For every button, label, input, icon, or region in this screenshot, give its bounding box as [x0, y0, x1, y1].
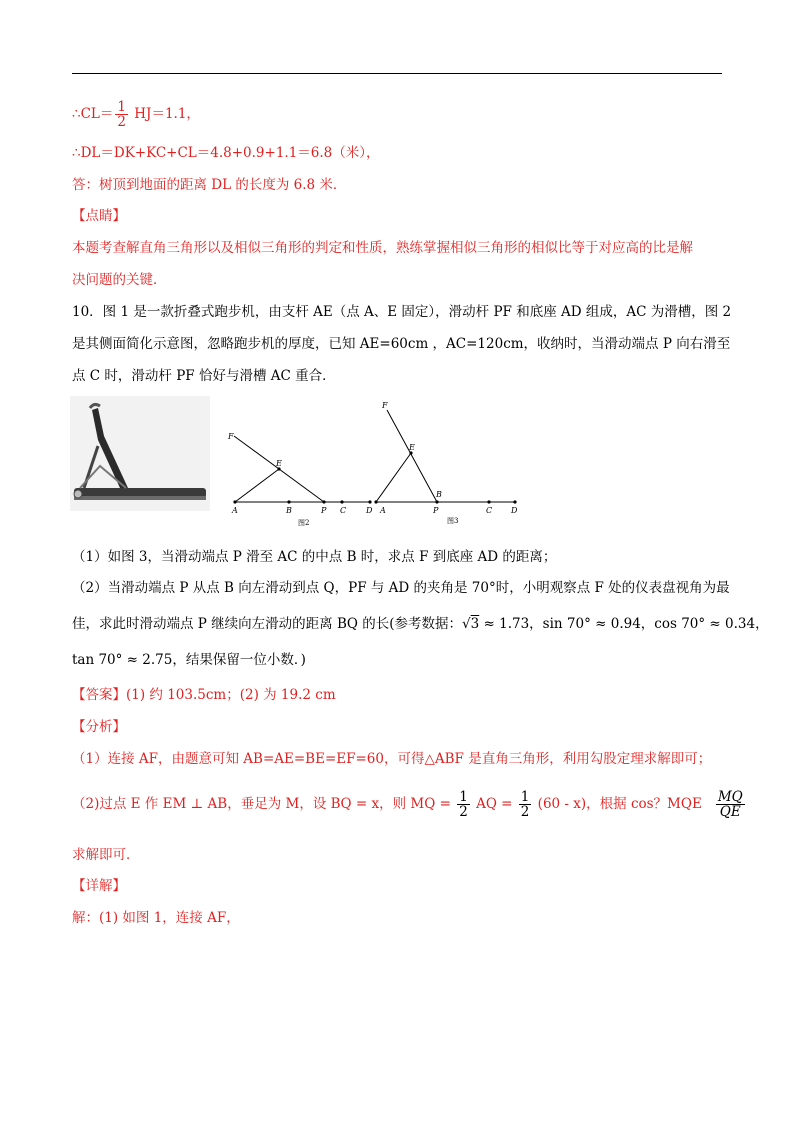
fig3-label-d: D	[511, 506, 518, 515]
dianjing-text-1: 本题考查解直角三角形以及相似三角形的判定和性质，熟练掌握相似三角形的相似比等于对应高的比是解	[72, 240, 693, 256]
solution-answer-line: 答：树顶到地面的距离 DL 的长度为 6.8 米．	[72, 177, 347, 193]
xiangjie-heading: 【详解】	[72, 878, 126, 894]
answer-line: 【答案】(1) 约 103.5cm；(2) 为 19.2 cm	[72, 687, 336, 703]
figure-2-diagram	[227, 432, 373, 527]
part-1-question: （1）如图 3，当滑动端点 P 滑至 AC 的中点 B 时，求点 F 到底座 AD 的距离；	[72, 549, 557, 565]
solution-line-dl: ∴DL＝DK+KC+CL＝4.8+0.9+1.1＝6.8（米），	[72, 145, 380, 161]
treadmill-photo	[70, 396, 210, 511]
part-2-question-line-2: 佳，求此时滑动端点 P 继续向左滑动的距离 BQ 的长(参考数据：√3 ≈ 1.73，sin 70° ≈ 0.94，cos 70° ≈ 0.34，	[72, 616, 769, 632]
fig3-label-f: F	[382, 401, 388, 410]
part-2-question-line-3: tan 70° ≈ 2.75，结果保留一位小数．)	[72, 652, 306, 668]
question-10-line-1: 10．图 1 是一款折叠式跑步机，由支杆 AE（点 A、E 固定），滑动杆 PF 和底座 AD 组成，AC 为滑槽，图 2	[72, 304, 732, 320]
fig2-label-f: F	[228, 432, 234, 441]
dianjing-heading: 【点睛】	[72, 208, 126, 224]
figure-3-diagram	[374, 401, 518, 525]
fig2-label-b: B	[286, 506, 292, 515]
question-10-line-3: 点 C 时，滑动杆 PF 恰好与滑槽 AC 重合．	[72, 368, 336, 384]
fig3-label-a: A	[380, 506, 386, 515]
fig2-label-a: A	[232, 506, 238, 515]
fig2-caption: 图2	[298, 519, 310, 527]
fenxi-line-1: （1）连接 AF，由题意可知 AB=AE=BE=EF=60，可得△ABF 是直角三角形，利用勾股定理求解即可；	[72, 751, 712, 767]
fig2-label-p: P	[321, 506, 327, 515]
fenxi-line-3: 求解即可．	[72, 847, 140, 863]
header-rule	[72, 73, 722, 74]
fig3-caption: 图3	[447, 517, 459, 525]
part-2-question-line-1: （2）当滑动端点 P 从点 B 向左滑动到点 Q，PF 与 AD 的夹角是 70°时，小明观察点 F 处的仪表盘视角为最	[72, 580, 730, 596]
fig3-label-b: B	[436, 490, 442, 499]
fig3-label-e: E	[409, 443, 415, 452]
figures-area	[70, 396, 530, 536]
solution-line-cl: ∴CL＝ $\frac{1}{2}$ HJ＝1.1，	[72, 99, 200, 130]
fig2-label-c: C	[340, 506, 347, 515]
question-10-line-2: 是其侧面简化示意图，忽略跑步机的厚度，已知 AE=60cm ，AC=120cm，收纳时，当滑动端点 P 向右滑至	[72, 336, 731, 352]
dianjing-text-2: 决问题的关键．	[72, 272, 167, 288]
fenxi-heading: 【分析】	[72, 719, 126, 735]
fig2-label-d: D	[366, 506, 373, 515]
xiangjie-line-1: 解：(1) 如图 1，连接 AF，	[72, 910, 240, 926]
fig3-label-p: P	[433, 506, 439, 515]
fig2-label-e: E	[276, 459, 282, 468]
fig3-label-c: C	[486, 506, 493, 515]
fenxi-line-2: （2)过点 E 作 EM ⊥ AB，垂足为 M，设 BQ = x，则 MQ = $\frac{1}{2}$ AQ = $\frac{1}{2}$ (60 - x)，根据 cos？MQE $\frac{MQ}{QE}$	[72, 789, 743, 820]
